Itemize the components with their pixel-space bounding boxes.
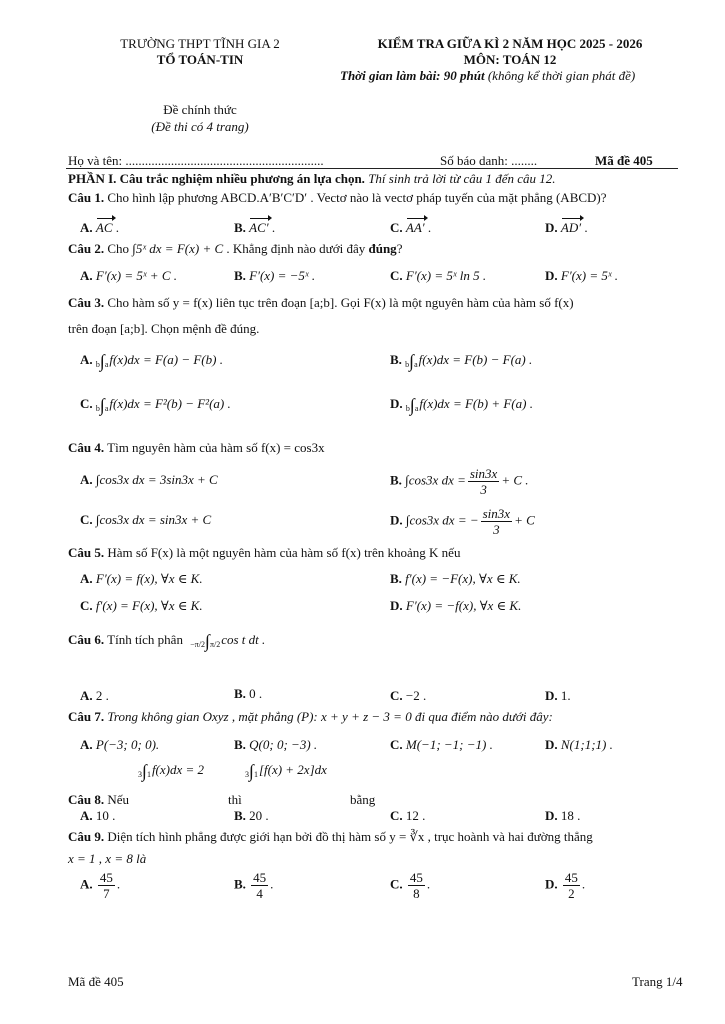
q2-option-c[interactable]: C. F′(x) = 5ˣ ln 5 . [390, 268, 487, 283]
time-line [340, 68, 635, 84]
q9-option-b[interactable]: B. $\frac{45}{4}$ . [234, 870, 274, 901]
q5-option-d[interactable]: D. F′(x) = −f(x), ∀x ∈ K. [390, 598, 522, 613]
q1-option-a[interactable]: A. AC . [80, 220, 120, 235]
candidate-name-field: Họ và tên: ............................................................. [68, 153, 324, 168]
q8-then: thì [228, 792, 242, 807]
question-3 [68, 295, 574, 311]
q4-option-b[interactable]: B. ∫cos3x dx = $\frac{\sin 3x}{3}$ + C . [390, 466, 529, 497]
q1-a-value: AC [95, 220, 113, 235]
q2-option-b[interactable]: B. F′(x) = −5ˣ . [234, 268, 316, 283]
q6-text: Tính tích phân [107, 632, 183, 647]
q7-option-d[interactable]: D. N(1;1;1) . [545, 737, 613, 752]
part1-heading [68, 171, 556, 187]
question-2: Câu 2. Cho ∫5ˣ dx = F(x) + C . Khẳng định nào dưới đây đúng? [68, 241, 403, 256]
q6-integrand: cos t dt . [221, 632, 266, 647]
q1-number: Câu 1. [68, 190, 105, 205]
q9-option-a[interactable]: A. $\frac{45}{7}$ . [80, 870, 121, 901]
question-7 [68, 709, 553, 725]
part1-title: PHẦN I. Câu trắc nghiệm nhiều phương án lựa chọn. [68, 171, 365, 186]
pages-note: (Đề thi có 4 trang) [151, 119, 249, 134]
q9-number: Câu 9. [68, 829, 105, 844]
q6-option-d[interactable]: D. 1. [545, 688, 571, 703]
official-label: Đề chính thức [163, 102, 237, 117]
q5-option-a[interactable]: A. F′(x) = f(x), ∀x ∈ K. [80, 571, 203, 586]
q8-integral-2: 3∫1[f(x) + 2x]dx [245, 761, 327, 782]
q3-option-b[interactable]: B. b∫af(x)dx = F(b) − F(a) . [390, 351, 533, 372]
q4-text: Tìm nguyên hàm của hàm số f(x) = cos3x [107, 440, 325, 455]
part1-instruction: Thí sinh trả lời từ câu 1 đến câu 12. [368, 171, 556, 186]
q1-d-value: AD′ [560, 220, 582, 235]
question-8: Câu 8. Nếu [68, 792, 130, 807]
q8-option-c[interactable]: C. 12 . [390, 808, 426, 823]
q5-number: Câu 5. [68, 545, 105, 560]
q3-number: Câu 3. [68, 295, 105, 310]
q2-option-d[interactable]: D. F′(x) = 5ˣ . [545, 268, 619, 283]
q4-number: Câu 4. [68, 440, 105, 455]
exam-code: Mã đề 405 [595, 153, 653, 168]
q2-number: Câu 2. [68, 241, 105, 256]
exam-title: KIỂM TRA GIỮA KÌ 2 NĂM HỌC 2025 - 2026 [377, 36, 643, 51]
q6-option-b[interactable]: B. 0 . [234, 686, 263, 701]
time-limit: Thời gian làm bài: 90 phút [340, 68, 485, 83]
q8-option-a[interactable]: A. 10 . [80, 808, 116, 823]
q9-option-d[interactable]: D. $\frac{45}{2}$ . [545, 870, 586, 901]
q5-option-c[interactable]: C. f′(x) = F(x), ∀x ∈ K. [80, 598, 203, 613]
candidate-id-field: Số báo danh: ........ [440, 153, 538, 168]
q1-option-c[interactable]: C. AA′ . [390, 220, 432, 235]
q8-number: Câu 8. [68, 792, 105, 807]
q1-option-b[interactable]: B. AC′ . [234, 220, 276, 235]
q4-option-c[interactable]: C. ∫cos3x dx = sin3x + C [80, 512, 212, 527]
q1-option-d[interactable]: D. AD′ . [545, 220, 588, 235]
q6-option-c[interactable]: C. −2 . [390, 688, 427, 703]
q8-option-d[interactable]: D. 18 . [545, 808, 581, 823]
q6-number: Câu 6. [68, 632, 105, 647]
time-note: (không kể thời gian phát đề) [487, 68, 636, 83]
q9-text-line2: x = 1 , x = 8 là [68, 851, 147, 866]
q1-text: Cho hình lập phương ABCD.A′B′C′D′ . Vectơ nào là vectơ pháp tuyến của mặt phẳng (ABCD)? [107, 190, 607, 205]
q5-option-b[interactable]: B. f′(x) = −F(x), ∀x ∈ K. [390, 571, 521, 586]
q1-b-value: AC′ [249, 220, 269, 235]
q1-c-value: AA′ [405, 220, 425, 235]
school-name: TRƯỜNG THPT TĨNH GIA 2 [120, 36, 280, 51]
q3-option-c[interactable]: C. b∫af(x)dx = F²(b) − F²(a) . [80, 395, 231, 416]
q5-text: Hàm số F(x) là một nguyên hàm của hàm số f(x) trên khoảng K nếu [107, 545, 461, 560]
q8-option-b[interactable]: B. 20 . [234, 808, 269, 823]
department-name: TỔ TOÁN-TIN [156, 52, 244, 67]
q3-option-a[interactable]: A. b∫af(x)dx = F(a) − F(b) . [80, 351, 223, 372]
q3-text: Cho hàm số y = f(x) liên tục trên đoạn [a;b]. Gọi F(x) là một nguyên hàm của hàm số f(x) [107, 295, 574, 310]
question-1 [68, 190, 607, 206]
q9-option-c[interactable]: C. $\frac{45}{8}$ . [390, 870, 431, 901]
subject: MÔN: TOÁN 12 [463, 52, 557, 67]
q8-integral-1: 3∫1f(x)dx = 2 [138, 761, 205, 782]
question-9 [68, 829, 593, 845]
q7-number: Câu 7. [68, 709, 105, 724]
q2-integral: ∫5ˣ dx = F(x) + C [132, 241, 224, 256]
footer-exam-code: Mã đề 405 [68, 974, 124, 989]
footer-page-number: Trang 1/4 [632, 974, 683, 989]
question-4 [68, 440, 325, 456]
q7-option-b[interactable]: B. Q(0; 0; −3) . [234, 737, 318, 752]
q7-option-c[interactable]: C. M(−1; −1; −1) . [390, 737, 493, 752]
q6-integral-sign: −π/2∫π/2 [190, 631, 221, 652]
q7-text: Trong không gian Oxyz , mặt phẳng (P): x + y + z − 3 = 0 đi qua điểm nào dưới đây: [107, 709, 553, 724]
q2-option-a[interactable]: A. F′(x) = 5ˣ + C . [80, 268, 177, 283]
q3-option-d[interactable]: D. b∫af(x)dx = F(b) + F(a) . [390, 395, 533, 416]
q4-option-a[interactable]: A. ∫cos3x dx = 3sin3x + C [80, 472, 218, 487]
q3-text-line2: trên đoạn [a;b]. Chọn mệnh đề đúng. [68, 321, 260, 336]
q7-option-a[interactable]: A. P(−3; 0; 0). [80, 737, 160, 752]
q9-text: Diện tích hình phẳng được giới hạn bởi đồ thị hàm số y = ∛x , trục hoành và hai đường thẳng [107, 829, 593, 844]
question-6 [68, 632, 265, 650]
question-5 [68, 545, 460, 561]
q4-option-d[interactable]: D. ∫cos3x dx = − $\frac{\sin 3x}{3}$ + C [390, 506, 535, 537]
header-divider [66, 168, 678, 169]
q6-option-a[interactable]: A. 2 . [80, 688, 109, 703]
q8-equals: bằng [350, 792, 376, 807]
